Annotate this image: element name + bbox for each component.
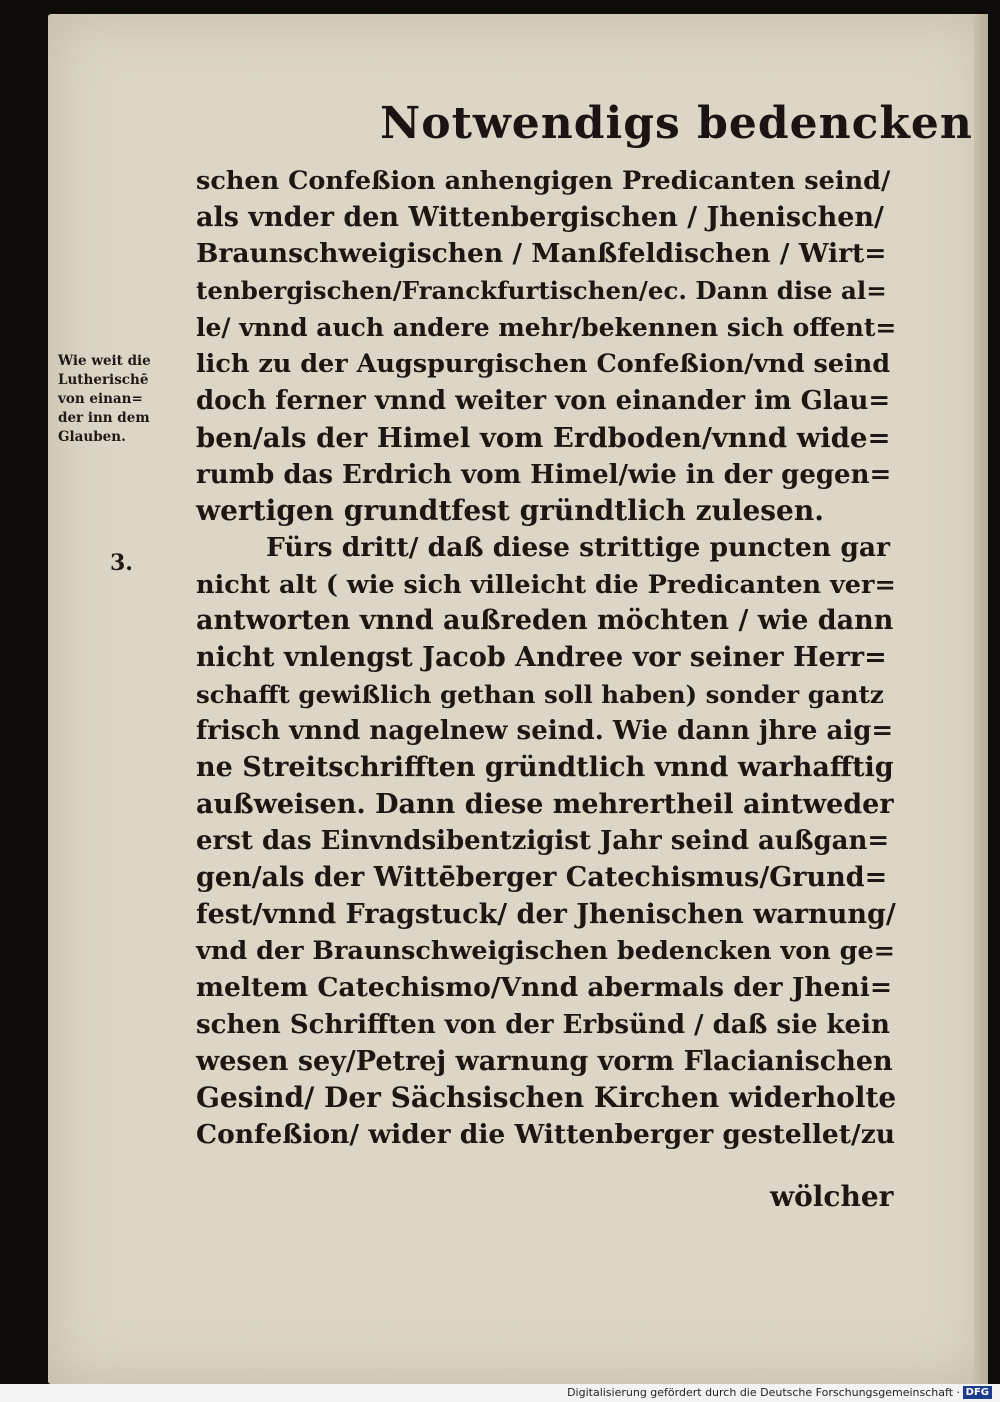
marginal-note-line: Wie weit die <box>58 353 151 369</box>
text-line: ben/als der Himel vom Erdboden/vnnd wide= <box>196 421 891 454</box>
page-edge <box>974 14 988 1384</box>
text-line: schen Confeßion anhengigen Predicanten seind/ <box>196 166 891 196</box>
text-line: nicht alt ( wie sich villeicht die Predicanten ver= <box>196 569 896 600</box>
marginal-note-line: Glauben. <box>58 429 126 445</box>
text-line: Braunschweigischen / Manßfeldischen / Wirt= <box>196 238 887 270</box>
text-line: erst das Einvndsibentzigist Jahr seind außgan= <box>196 826 890 857</box>
marginal-note-line: Lutherischē <box>58 372 149 388</box>
text-line: le/ vnnd auch andere mehr/bekennen sich offent= <box>196 312 897 342</box>
text-line: ne Streitschrifften gründtlich vnnd warhafftig <box>196 752 894 783</box>
text-line: außweisen. Dann diese mehrertheil aintweder <box>196 788 894 820</box>
section-number: 3. <box>110 550 133 576</box>
text-line: Gesind/ Der Sächsischen Kirchen widerholte <box>196 1081 897 1115</box>
funding-credit: Digitalisierung gefördert durch die Deutsche Forschungsgemeinschaft · <box>567 1386 960 1399</box>
text-line: tenbergischen/Franckfurtischen/ec. Dann dise al= <box>196 276 887 306</box>
dfg-logo: DFG <box>963 1386 992 1399</box>
text-line: doch ferner vnnd weiter von einander im Glau= <box>196 386 891 417</box>
marginal-note <box>58 352 188 447</box>
text-line: meltem Catechismo/Vnnd abermals der Jheni= <box>196 972 893 1004</box>
text-line: rumb das Erdrich vom Himel/wie in der gegen= <box>196 459 892 490</box>
catchword: wölcher <box>770 1180 894 1213</box>
body-text <box>196 163 896 1154</box>
text-line: antworten vnnd außreden möchten / wie dann <box>196 605 894 637</box>
text-line: gen/als der Wittēberger Catechismus/Grund= <box>196 862 888 894</box>
text-line: wertigen grundtfest gründtlich zulesen. <box>196 494 824 528</box>
text-line: Fürs dritt/ daß diese strittige puncten gar <box>266 531 890 563</box>
text-line: vnd der Braunschweigischen bedencken von ge= <box>196 936 896 967</box>
text-line: fest/vnnd Fragstuck/ der Jhenischen warnung/ <box>196 898 896 930</box>
marginal-note-line: der inn dem <box>58 410 150 426</box>
text-line: als vnder den Wittenbergischen / Jhenischen/ <box>196 201 884 233</box>
running-head: Notwendigs bedencken <box>380 98 973 149</box>
marginal-note-line: von einan= <box>58 391 143 407</box>
text-line: schafft gewißlich gethan soll haben) sonder gantz <box>196 679 884 709</box>
text-line: schen Schrifften von der Erbsünd / daß sie kein <box>196 1009 890 1040</box>
text-line: wesen sey/Petrej warnung vorm Flacianischen <box>196 1045 893 1077</box>
text-line: nicht vnlengst Jacob Andree vor seiner Herr= <box>196 641 887 673</box>
text-line: lich zu der Augspurgischen Confeßion/vnd seind <box>196 349 891 380</box>
text-line: frisch vnnd nagelnew seind. Wie dann jhre aig= <box>196 716 894 747</box>
text-line: Confeßion/ wider die Wittenberger gestellet/zu <box>196 1118 896 1150</box>
